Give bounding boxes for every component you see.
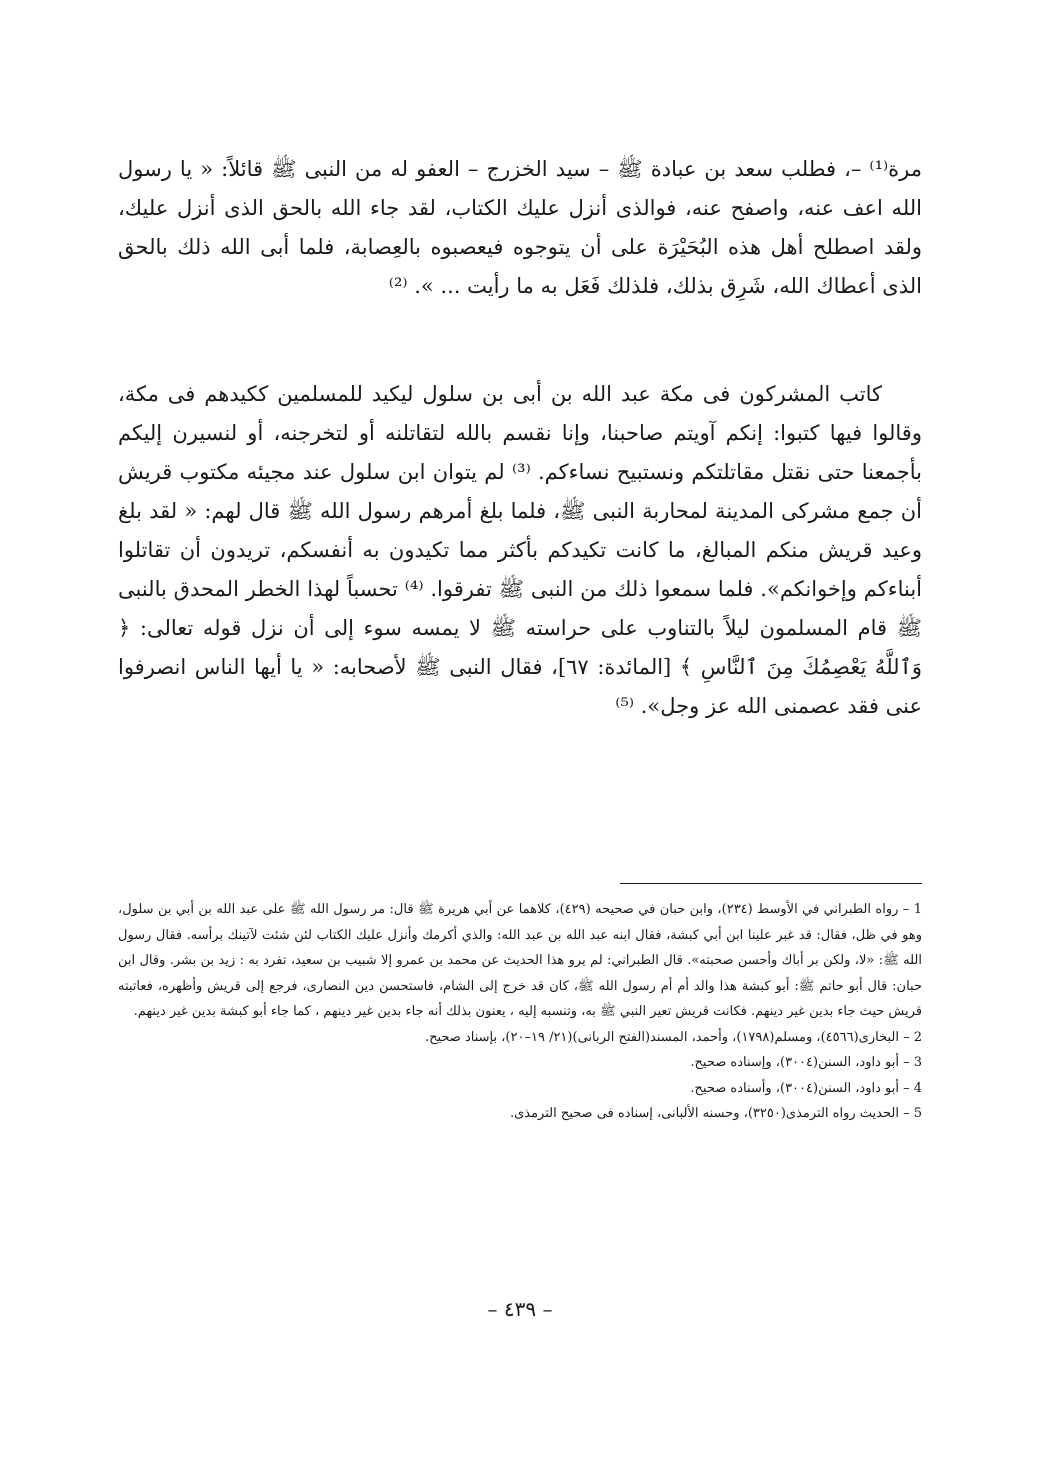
footnote-separator [620, 883, 922, 884]
footnotes [118, 897, 922, 1127]
footnote-5: 5 – الحديث رواه الترمذى(٣٢٥٠)، وحسنه الألبانى، إسناده فى صحيح الترمذى. [509, 1106, 922, 1121]
footnote-4: 4 – أبو داود، السنن(٣٠٠٤)، وأسناده صحيح. [690, 1080, 922, 1096]
footnote-3: 3 – أبو داود، السنن(٣٠٠٤)، وإسناده صحيح. [690, 1055, 922, 1070]
paragraph-text: كاتب المشركون فى مكة عبد الله بن أبى بن سلول ليكيد للمسلمين ككيدهم فى مكة، وقالوا فيها كتبوا: إنكم آويتم صاحبنا، وإنا نقسم بالله لتقاتلنه أو لتخرجنه، أو لنسيرن إليكم بأجمعنا حتى نقتل مقاتلتكم ونستبيح نساءكم. ⁽³⁾ لم يتوان ابن سلول عند مجيئه مكتوب قريش أن جمع مشركى المدينة لمحاربة النبى ﷺ، فلما بلغ أمرهم رسول الله ﷺ قال لهم: « لقد بلغ وعيد قريش منكم المبالغ، ما كانت تكيدكم بأكثر مما تكيدون به أنفسكم، تريدون أن تقاتلوا أبناءكم وإخوانكم». فلما سمعوا ذلك من النبى ﷺ تفرقوا. ⁽⁴⁾ تحسباً لهذا الخطر المحدق بالنبى ﷺ قام المسلمون ليلاً بالتناوب على حراسته ﷺ لا يمسه سوء إلى أن نزل قوله تعالى: ﴿ وَٱللَّهُ يَعْصِمُكَ مِنَ ٱلنَّاسِ ﴾ [المائدة: ٦٧]، فقال النبى ﷺ لأصحابه: « يا أيها الناس انصرفوا عنى فقد عصمنى الله عز وجل». ⁽⁵⁾ [118, 382, 922, 718]
body-paragraph-1 [118, 150, 922, 306]
footnote-1: 1 – رواه الطبراني في الأوسط (٢٣٤)، وابن حبان في صحيحه (٤٢٩)، كلاهما عن أبي هريرة ﷺ قال: مر رسول الله ﷺ على عبد الله بن أبي بن سلول، وهو في ظل، فقال: قد غبر علينا ابن أبي كبشة، فقال ابنه عبد الله بن عبد الله: والذي أكرمك وأنزل عليك الكتاب لئن شئت لآتينك برأسه. فقال رسول الله ﷺ: «لا، ولكن بر أباك وأحسن صحبته». قال الطبراني: لم يرو هذا الحديث عن محمد بن عمرو إلا شبيب بن سعيد، تفرد به : زيد بن بشر. وقال ابن حبان: قال أبو حاتم ﷺ: أبو كبشة هذا والد أم أم رسول الله ﷺ، كان قد خرج إلى الشام، فاستحسن دين النصارى، فرجع إلى قريش وأظهره، فعاتبته قريش حيث جاء بدين غير دينهم. فكانت قريش تعير النبي ﷺ به، وتنسبه إليه ، يعنون بذلك أنه جاء بدين غير دينهم ، كما جاء أبو كبشة بدين غير دينهم. [118, 902, 923, 1019]
paragraph-text: مرة⁽¹⁾ –، فطلب سعد بن عبادة ﷺ – سيد الخزرج – العفو له من النبى ﷺ قائلاً: « يا رسول الله اعف عنه، واصفح عنه، فوالذى أنزل عليك الكتاب، لقد جاء الله بالحق الذى أنزل عليك، ولقد اصطلح أهل هذه البُحَيْرَة على أن يتوجوه فيعصبوه بالعِصابة، فلما أبى الله ذلك بالحق الذى أعطاك الله، شَرِق بذلك، فلذلك فَعَل به ما رأيت ... ». ⁽²⁾ [118, 157, 922, 298]
body-paragraph-2 [118, 375, 922, 726]
page-number: – ٤٣٩ – [487, 1297, 553, 1321]
footnote-2: 2 – البخارى(٤٥٦٦)، ومسلم(١٧٩٨)، وأحمد، المسند(الفتح الربانى)(٢١/ ١٩–٢٠)، بإسناد صحيح. [424, 1029, 922, 1045]
